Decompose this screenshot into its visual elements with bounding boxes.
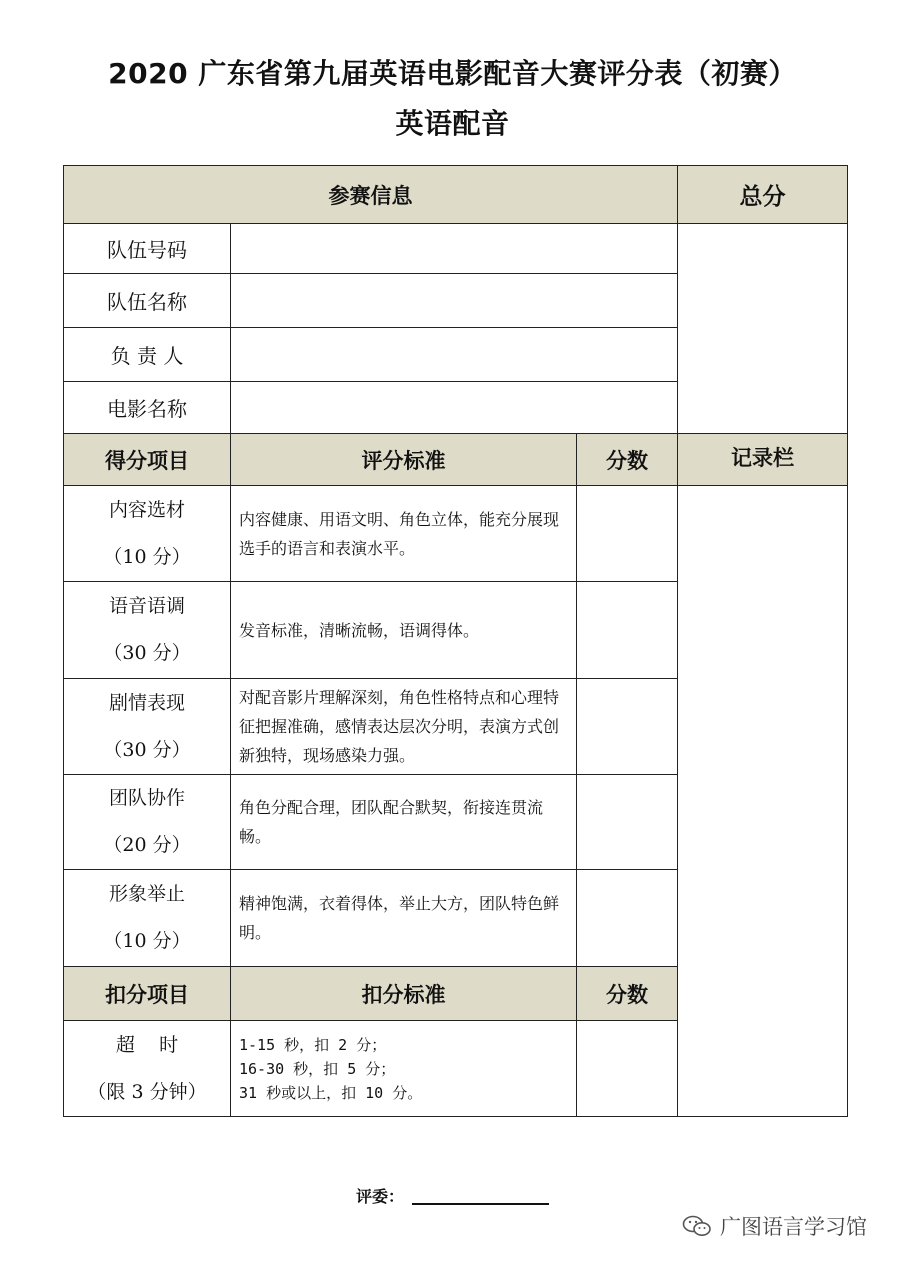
score-field[interactable] [577, 870, 678, 967]
record-field[interactable] [678, 486, 848, 1117]
score-criteria: 对配音影片理解深刻，角色性格特点和心理特征把握准确，感情表达层次分明，表演方式创新独特，现场感染力强。 [231, 679, 577, 775]
judge-label: 评委： [356, 1187, 405, 1206]
score-item-points: （30 分） [103, 642, 191, 664]
movie-name-label: 电影名称 [64, 382, 231, 434]
score-item-name: 语音语调 [108, 595, 185, 617]
score-item [64, 775, 231, 870]
score-field[interactable] [577, 582, 678, 679]
score-field[interactable] [577, 775, 678, 870]
watermark [682, 1211, 867, 1241]
leader-field[interactable] [231, 328, 678, 382]
deduction-score-field[interactable] [577, 1021, 678, 1117]
score-item-name: 团队协作 [108, 787, 185, 809]
movie-name-field[interactable] [231, 382, 678, 434]
judge-signature-line[interactable] [412, 1203, 549, 1205]
deduction-item [64, 1021, 231, 1117]
score-field[interactable] [577, 679, 678, 775]
score-criteria: 角色分配合理，团队配合默契，衔接连贯流畅。 [231, 775, 577, 870]
score-item-points: （30 分） [103, 738, 191, 761]
score-item-points: （10 分） [103, 545, 191, 568]
total-score-field[interactable] [678, 224, 848, 434]
score-criteria: 内容健康、用语文明、角色立体，能充分展现选手的语言和表演水平。 [231, 486, 577, 582]
score-item-points: （20 分） [103, 834, 191, 856]
scoring-form [63, 165, 848, 1117]
total-score-header: 总分 [678, 166, 848, 224]
score-item-header: 得分项目 [64, 434, 231, 486]
score-item [64, 486, 231, 582]
score-item [64, 582, 231, 679]
record-header-label: 记录栏 [731, 446, 795, 470]
score-item-name: 内容选材 [108, 498, 185, 521]
leader-label: 负 责 人 [64, 328, 231, 382]
deduction-score-header: 分数 [577, 967, 678, 1021]
deduction-item-name: 超 时 [115, 1033, 179, 1056]
deduction-criteria-header: 扣分标准 [231, 967, 577, 1021]
record-header [678, 434, 848, 486]
deduction-criteria: 1-15 秒，扣 2 分； 16-30 秒，扣 5 分； 31 秒或以上，扣 10 分。 [231, 1021, 577, 1117]
deduction-item-header: 扣分项目 [64, 967, 231, 1021]
score-field[interactable] [577, 486, 678, 582]
score-item-points: （10 分） [103, 930, 191, 952]
page-subtitle: 英语配音 [395, 107, 510, 140]
team-name-label: 队伍名称 [64, 274, 231, 328]
wechat-icon [682, 1214, 712, 1238]
score-criteria: 发音标准，清晰流畅，语调得体。 [231, 582, 577, 679]
team-number-field[interactable] [231, 224, 678, 274]
score-criteria: 精神饱满，衣着得体，举止大方，团队特色鲜明。 [231, 870, 577, 967]
score-item [64, 870, 231, 967]
score-item [64, 679, 231, 775]
watermark-text: 广图语言学习馆 [720, 1215, 867, 1239]
deduction-item-limit: （限 3 分钟） [87, 1080, 207, 1103]
score-criteria-header: 评分标准 [231, 434, 577, 486]
score-item-name: 剧情表现 [108, 691, 185, 714]
page-title: 2020 广东省第九届英语电影配音大赛评分表（初赛） [108, 57, 797, 90]
score-header: 分数 [577, 434, 678, 486]
info-section-header: 参赛信息 [64, 166, 678, 224]
team-number-label: 队伍号码 [64, 224, 231, 274]
score-item-name: 形象举止 [108, 883, 185, 905]
team-name-field[interactable] [231, 274, 678, 328]
